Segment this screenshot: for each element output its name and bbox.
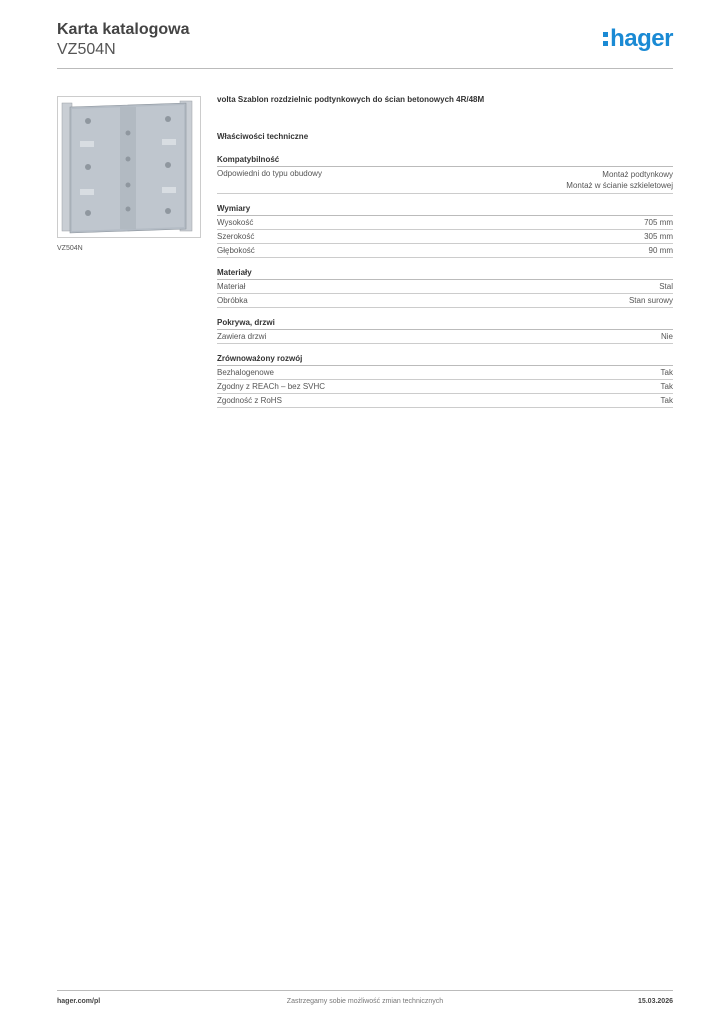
property-row [217,280,673,294]
property-row [217,366,673,380]
property-label: Wysokość [217,218,254,227]
property-row [217,330,673,344]
property-row [217,380,673,394]
property-row [217,230,673,244]
product-description: volta Szablon rozdzielnic podtynkowych do ścian betonowych 4R/48M [217,95,485,104]
mounting-plate-image [58,97,200,237]
footer-website-link[interactable]: hager.com/pl [57,998,101,1005]
property-group [217,155,673,194]
property-label: Głębokość [217,246,255,255]
property-label: Obróbka [217,296,248,305]
property-row [217,244,673,258]
property-group [217,318,673,344]
footer-notice: Zastrzegamy sobie możliwość zmian technicznych [286,998,444,1005]
property-value: Nie [660,332,673,341]
header-divider [57,68,673,69]
footer-divider [57,990,673,991]
property-row [217,216,673,230]
property-group [217,268,673,308]
product-image [57,96,201,238]
group-heading: Pokrywa, drzwi [217,318,673,330]
property-group [217,204,673,258]
technical-properties-title: Właściwości techniczne [217,132,309,141]
property-value: 305 mm [644,232,673,241]
property-value: Stal [659,282,673,291]
group-heading: Kompatybilność [217,155,673,167]
property-value: Stan surowy [628,296,673,305]
property-label: Szerokość [217,232,255,241]
product-details [217,95,673,418]
property-label: Zawiera drzwi [217,332,267,341]
group-heading: Wymiary [217,204,673,216]
property-value: Tak [660,382,673,391]
footer-date: 15.03.2026 [637,998,673,1005]
property-value [566,169,673,191]
property-group [217,354,673,408]
property-label: Materiał [217,282,246,291]
property-label: Zgodność z RoHS [217,396,282,405]
document-title: Karta katalogowa [57,21,190,38]
property-value-line: Montaż podtynkowy [602,170,673,179]
property-label: Bezhalogenowe [217,368,274,377]
page-header [57,20,673,70]
product-code: VZ504N [57,41,116,58]
hager-logo [603,26,673,52]
property-value: 705 mm [644,218,673,227]
property-label: Odpowiedni do typu obudowy [217,169,322,178]
property-value: Tak [660,368,673,377]
image-caption: VZ504N [57,245,83,252]
property-row [217,394,673,408]
property-label: Zgodny z REACh – bez SVHC [217,382,326,391]
property-row [217,294,673,308]
logo-text: hager [610,25,673,52]
property-value-line: Montaż w ścianie szkieletowej [566,181,673,190]
group-heading: Zrównoważony rozwój [217,354,673,366]
property-value: 90 mm [648,246,673,255]
group-heading: Materiały [217,268,673,280]
logo-dots-icon [603,32,608,46]
property-value: Tak [660,396,673,405]
property-row [217,167,673,194]
